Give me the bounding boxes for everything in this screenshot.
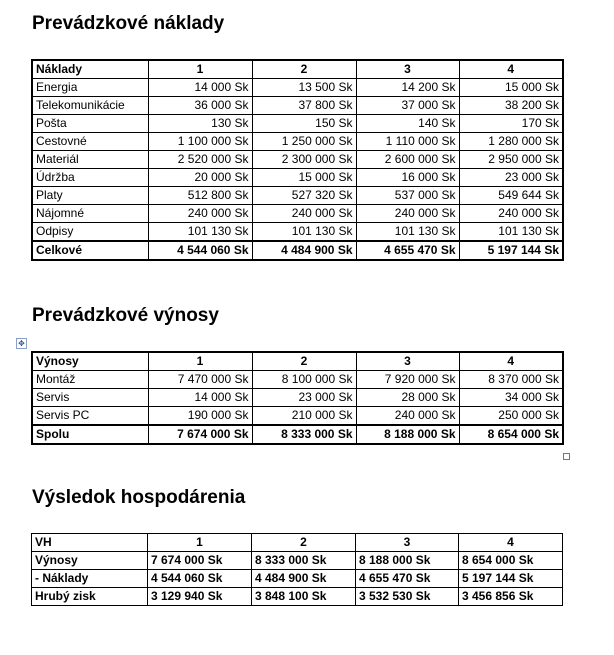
column-header: 1	[148, 60, 252, 79]
table-row	[32, 79, 563, 97]
table-resize-handle[interactable]	[563, 453, 570, 460]
table-row	[32, 187, 563, 205]
costs-table	[31, 59, 564, 261]
table-row	[32, 205, 563, 223]
row-label: Servis	[32, 389, 148, 407]
row-label: Platy	[32, 187, 148, 205]
value-cell: 1 100 000 Sk	[148, 133, 252, 151]
value-cell: 240 000 Sk	[356, 407, 459, 426]
total-value: 7 674 000 Sk	[148, 425, 252, 444]
value-cell: 3 848 100 Sk	[252, 588, 356, 606]
value-cell: 210 000 Sk	[252, 407, 356, 426]
value-cell: 36 000 Sk	[148, 97, 252, 115]
total-value: 4 655 470 Sk	[356, 241, 459, 260]
total-value: 8 333 000 Sk	[252, 425, 356, 444]
table-row	[32, 389, 563, 407]
table-header-row	[32, 534, 563, 552]
result-table	[31, 533, 563, 606]
total-row	[32, 241, 563, 260]
value-cell: 190 000 Sk	[148, 407, 252, 426]
value-cell: 537 000 Sk	[356, 187, 459, 205]
value-cell: 140 Sk	[356, 115, 459, 133]
value-cell: 101 130 Sk	[459, 223, 563, 242]
column-header: 3	[356, 534, 459, 552]
value-cell: 37 800 Sk	[252, 97, 356, 115]
total-label: Spolu	[32, 425, 148, 444]
total-value: 4 544 060 Sk	[148, 241, 252, 260]
value-cell: 527 320 Sk	[252, 187, 356, 205]
table-row	[32, 97, 563, 115]
row-label: Nájomné	[32, 205, 148, 223]
value-cell: 8 188 000 Sk	[356, 552, 459, 570]
row-label: Údržba	[32, 169, 148, 187]
row-label: Materiál	[32, 151, 148, 169]
value-cell: 4 655 470 Sk	[356, 570, 459, 588]
value-cell: 8 654 000 Sk	[459, 552, 563, 570]
value-cell: 3 456 856 Sk	[459, 588, 563, 606]
value-cell: 8 100 000 Sk	[252, 371, 356, 389]
value-cell: 7 674 000 Sk	[148, 552, 252, 570]
value-cell: 3 129 940 Sk	[148, 588, 252, 606]
row-label-header: VH	[32, 534, 148, 552]
value-cell: 7 470 000 Sk	[148, 371, 252, 389]
value-cell: 101 130 Sk	[252, 223, 356, 242]
value-cell: 2 950 000 Sk	[459, 151, 563, 169]
row-label: Odpisy	[32, 223, 148, 242]
value-cell: 1 110 000 Sk	[356, 133, 459, 151]
value-cell: 23 000 Sk	[252, 389, 356, 407]
value-cell: 1 280 000 Sk	[459, 133, 563, 151]
value-cell: 101 130 Sk	[148, 223, 252, 242]
value-cell: 28 000 Sk	[356, 389, 459, 407]
total-value: 8 654 000 Sk	[459, 425, 563, 444]
value-cell: 13 500 Sk	[252, 79, 356, 97]
total-value: 8 188 000 Sk	[356, 425, 459, 444]
table-row	[32, 588, 563, 606]
row-label: Telekomunikácie	[32, 97, 148, 115]
column-header: 3	[356, 60, 459, 79]
table-row	[32, 151, 563, 169]
column-header: 3	[356, 352, 459, 371]
value-cell: 2 300 000 Sk	[252, 151, 356, 169]
table-row	[32, 223, 563, 242]
value-cell: 34 000 Sk	[459, 389, 563, 407]
value-cell: 14 000 Sk	[148, 79, 252, 97]
row-label: - Náklady	[32, 570, 148, 588]
column-header: 2	[252, 352, 356, 371]
column-header: 2	[252, 60, 356, 79]
table-move-handle-icon[interactable]: ✥	[16, 338, 27, 349]
total-row	[32, 425, 563, 444]
value-cell: 2 520 000 Sk	[148, 151, 252, 169]
table-row	[32, 552, 563, 570]
value-cell: 23 000 Sk	[459, 169, 563, 187]
value-cell: 240 000 Sk	[252, 205, 356, 223]
value-cell: 4 484 900 Sk	[252, 570, 356, 588]
table-row	[32, 133, 563, 151]
row-label: Výnosy	[32, 552, 148, 570]
revenues-heading: Prevádzkové výnosy	[32, 305, 219, 326]
row-label: Hrubý zisk	[32, 588, 148, 606]
value-cell: 170 Sk	[459, 115, 563, 133]
table-row	[32, 570, 563, 588]
value-cell: 250 000 Sk	[459, 407, 563, 426]
value-cell: 8 333 000 Sk	[252, 552, 356, 570]
value-cell: 16 000 Sk	[356, 169, 459, 187]
value-cell: 38 200 Sk	[459, 97, 563, 115]
total-value: 5 197 144 Sk	[459, 241, 563, 260]
value-cell: 8 370 000 Sk	[459, 371, 563, 389]
row-label: Cestovné	[32, 133, 148, 151]
value-cell: 2 600 000 Sk	[356, 151, 459, 169]
value-cell: 5 197 144 Sk	[459, 570, 563, 588]
value-cell: 14 000 Sk	[148, 389, 252, 407]
value-cell: 37 000 Sk	[356, 97, 459, 115]
value-cell: 3 532 530 Sk	[356, 588, 459, 606]
row-label-header: Náklady	[32, 60, 148, 79]
row-label: Pošta	[32, 115, 148, 133]
value-cell: 549 644 Sk	[459, 187, 563, 205]
value-cell: 4 544 060 Sk	[148, 570, 252, 588]
table-row	[32, 115, 563, 133]
table-row	[32, 371, 563, 389]
table-row	[32, 407, 563, 426]
value-cell: 240 000 Sk	[459, 205, 563, 223]
value-cell: 240 000 Sk	[148, 205, 252, 223]
costs-heading: Prevádzkové náklady	[32, 13, 225, 34]
column-header: 4	[459, 352, 563, 371]
row-label: Montáž	[32, 371, 148, 389]
row-label: Energia	[32, 79, 148, 97]
value-cell: 150 Sk	[252, 115, 356, 133]
value-cell: 15 000 Sk	[459, 79, 563, 97]
column-header: 1	[148, 534, 252, 552]
column-header: 1	[148, 352, 252, 371]
table-row	[32, 169, 563, 187]
value-cell: 512 800 Sk	[148, 187, 252, 205]
row-label: Servis PC	[32, 407, 148, 426]
row-label-header: Výnosy	[32, 352, 148, 371]
value-cell: 101 130 Sk	[356, 223, 459, 242]
value-cell: 14 200 Sk	[356, 79, 459, 97]
revenues-table	[31, 351, 564, 445]
value-cell: 20 000 Sk	[148, 169, 252, 187]
value-cell: 130 Sk	[148, 115, 252, 133]
total-value: 4 484 900 Sk	[252, 241, 356, 260]
column-header: 4	[459, 60, 563, 79]
table-header-row	[32, 60, 563, 79]
value-cell: 240 000 Sk	[356, 205, 459, 223]
result-heading: Výsledok hospodárenia	[32, 487, 246, 508]
total-label: Celkové	[32, 241, 148, 260]
column-header: 2	[252, 534, 356, 552]
column-header: 4	[459, 534, 563, 552]
value-cell: 1 250 000 Sk	[252, 133, 356, 151]
value-cell: 7 920 000 Sk	[356, 371, 459, 389]
table-header-row	[32, 352, 563, 371]
value-cell: 15 000 Sk	[252, 169, 356, 187]
